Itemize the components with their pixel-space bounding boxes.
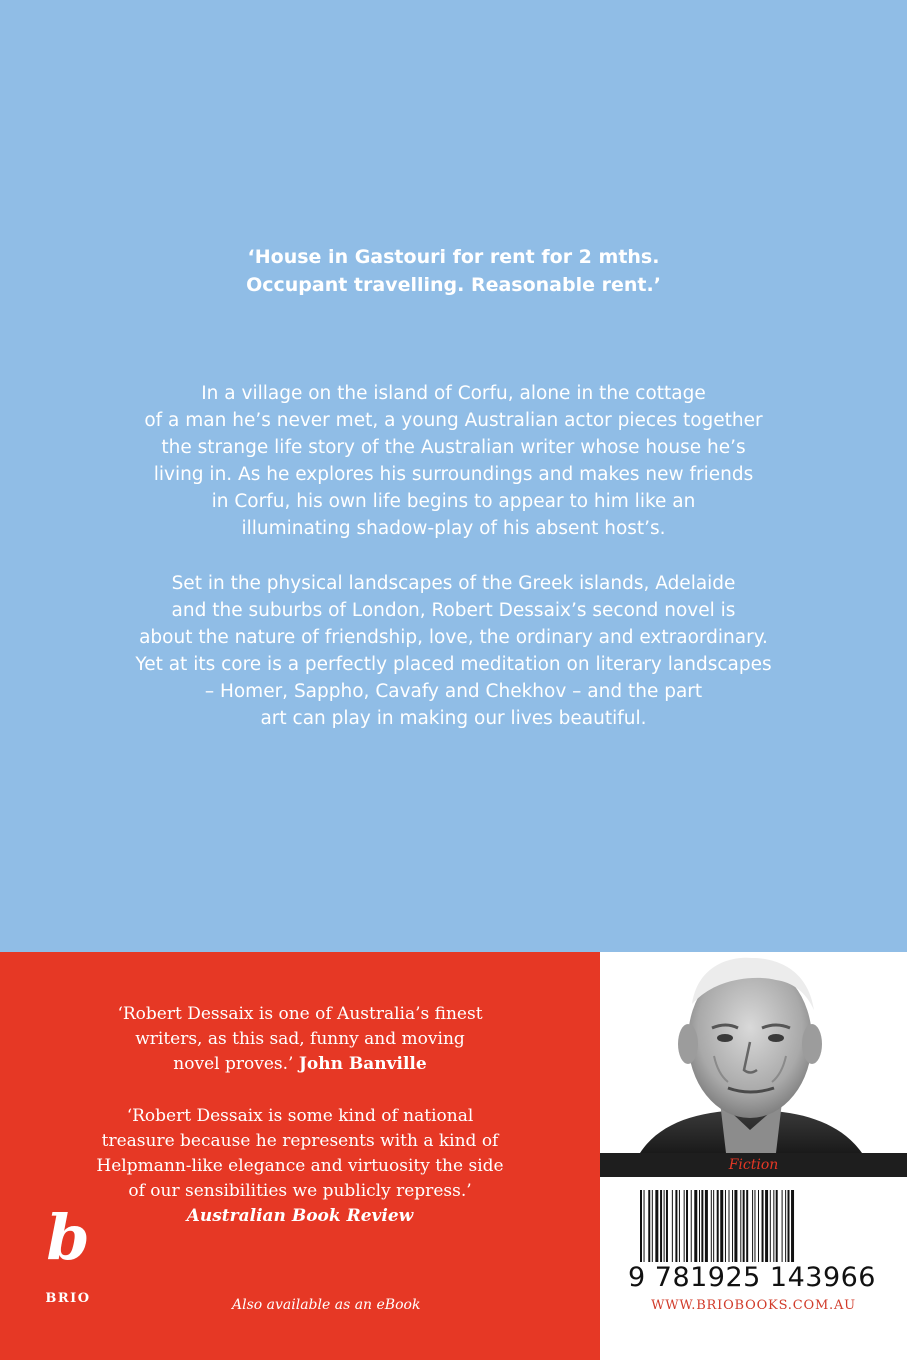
quote-line: ‘Robert Dessaix is one of Australia’s finest [117,1004,483,1024]
barcode-bar [644,1190,645,1262]
blurb-line: in Corfu, his own life begins to appear to him like an [211,491,696,512]
barcode-bar [770,1190,771,1262]
barcode-bar [773,1190,774,1262]
blurb-line: art can play in making our lives beautiful. [260,708,647,729]
barcode-bar [785,1190,786,1262]
quote-line-with-attribution [60,1052,540,1077]
blurb-line: about the nature of friendship, love, the ordinary and extraordinary. [139,627,768,648]
barcode-bar [765,1190,768,1262]
barcode-bar [664,1190,665,1262]
barcode-bar [694,1190,697,1262]
barcode-bar [711,1190,712,1262]
barcode-bar [782,1190,783,1262]
barcode-bar [740,1190,741,1262]
barcode-bar [684,1190,685,1262]
barcode [640,1190,870,1262]
quote-line: novel proves.’ [173,1054,294,1074]
blurb-line: and the suburbs of London, Robert Dessaix’s second novel is [171,600,736,621]
barcode-bar [743,1190,745,1262]
quote-line: Helpmann-like elegance and virtuosity the side [96,1156,504,1176]
publisher-website: WWW.BRIOBOOKS.COM.AU [651,1298,856,1313]
barcode-bar [640,1190,642,1262]
barcode-bar [776,1190,778,1262]
portrait-illustration [600,952,907,1153]
barcode-bar [666,1190,668,1262]
barcode-bar [655,1190,658,1262]
blurb-line: Yet at its core is a perfectly placed meditation on literary landscapes [135,654,772,675]
barcode-bar [679,1190,680,1262]
barcode-bar [732,1190,733,1262]
barcode-bar [701,1190,703,1262]
genre-label: Fiction [728,1157,779,1173]
barcode-bar [699,1190,700,1262]
blurb-line: of a man he’s never met, a young Australian actor pieces together [144,410,763,431]
tagline-line-2: Occupant travelling. Reasonable rent.’ [246,274,661,296]
barcode-bar [717,1190,719,1262]
barcode-bar [788,1190,790,1262]
barcode-bar [686,1190,688,1262]
barcode-bar [672,1190,673,1262]
barcode-bar [734,1190,737,1262]
quote-line: treasure because he represents with a kind of [101,1131,499,1151]
quote-line: of our sensibilities we publicly repress.’ [128,1181,472,1201]
blurb-paragraph-1 [0,380,907,542]
quote-attribution: Australian Book Review [186,1206,414,1226]
barcode-bar [652,1190,653,1262]
review-quote-2 [60,1104,540,1229]
quote-attribution: John Banville [298,1054,427,1074]
quote-line: ‘Robert Dessaix is some kind of national [126,1106,474,1126]
ebook-note: Also available as an eBook [232,1297,421,1313]
barcode-bar [725,1190,726,1262]
barcode-bar [691,1190,692,1262]
blurb-line: – Homer, Sappho, Cavafy and Chekhov – and the part [204,681,703,702]
barcode-bar [720,1190,723,1262]
barcode-bar [729,1190,730,1262]
blurb-line: Set in the physical landscapes of the Greek islands, Adelaide [171,573,736,594]
barcode-bar [758,1190,759,1262]
publisher-logo-letter: b [46,1201,90,1274]
barcode-bar [648,1190,650,1262]
review-quote-1 [60,1002,540,1077]
publisher-logo-word: BRIO [45,1291,91,1306]
isbn-number: 9 781925 143966 [628,1262,876,1293]
quote-line: writers, as this sad, funny and moving [135,1029,465,1049]
barcode-bar [752,1190,753,1262]
blurb-paragraph-2 [0,570,907,732]
barcode-bar [713,1190,714,1262]
barcode-bar [746,1190,748,1262]
blurb-line: illuminating shadow-play of his absent host’s. [241,518,666,539]
tagline-line-1: ‘House in Gastouri for rent for 2 mths. [247,246,660,268]
barcode-bar [791,1190,794,1262]
barcode-bar [675,1190,677,1262]
barcode-bar [660,1190,662,1262]
blurb-line: In a village on the island of Corfu, alone in the cottage [201,383,706,404]
barcode-bar [762,1190,764,1262]
barcode-bar [705,1190,708,1262]
author-portrait [600,952,907,1153]
blurb-line: the strange life story of the Australian writer whose house he’s [161,437,746,458]
blurb-line: living in. As he explores his surroundings and makes new friends [153,464,754,485]
barcode-bar [754,1190,755,1262]
